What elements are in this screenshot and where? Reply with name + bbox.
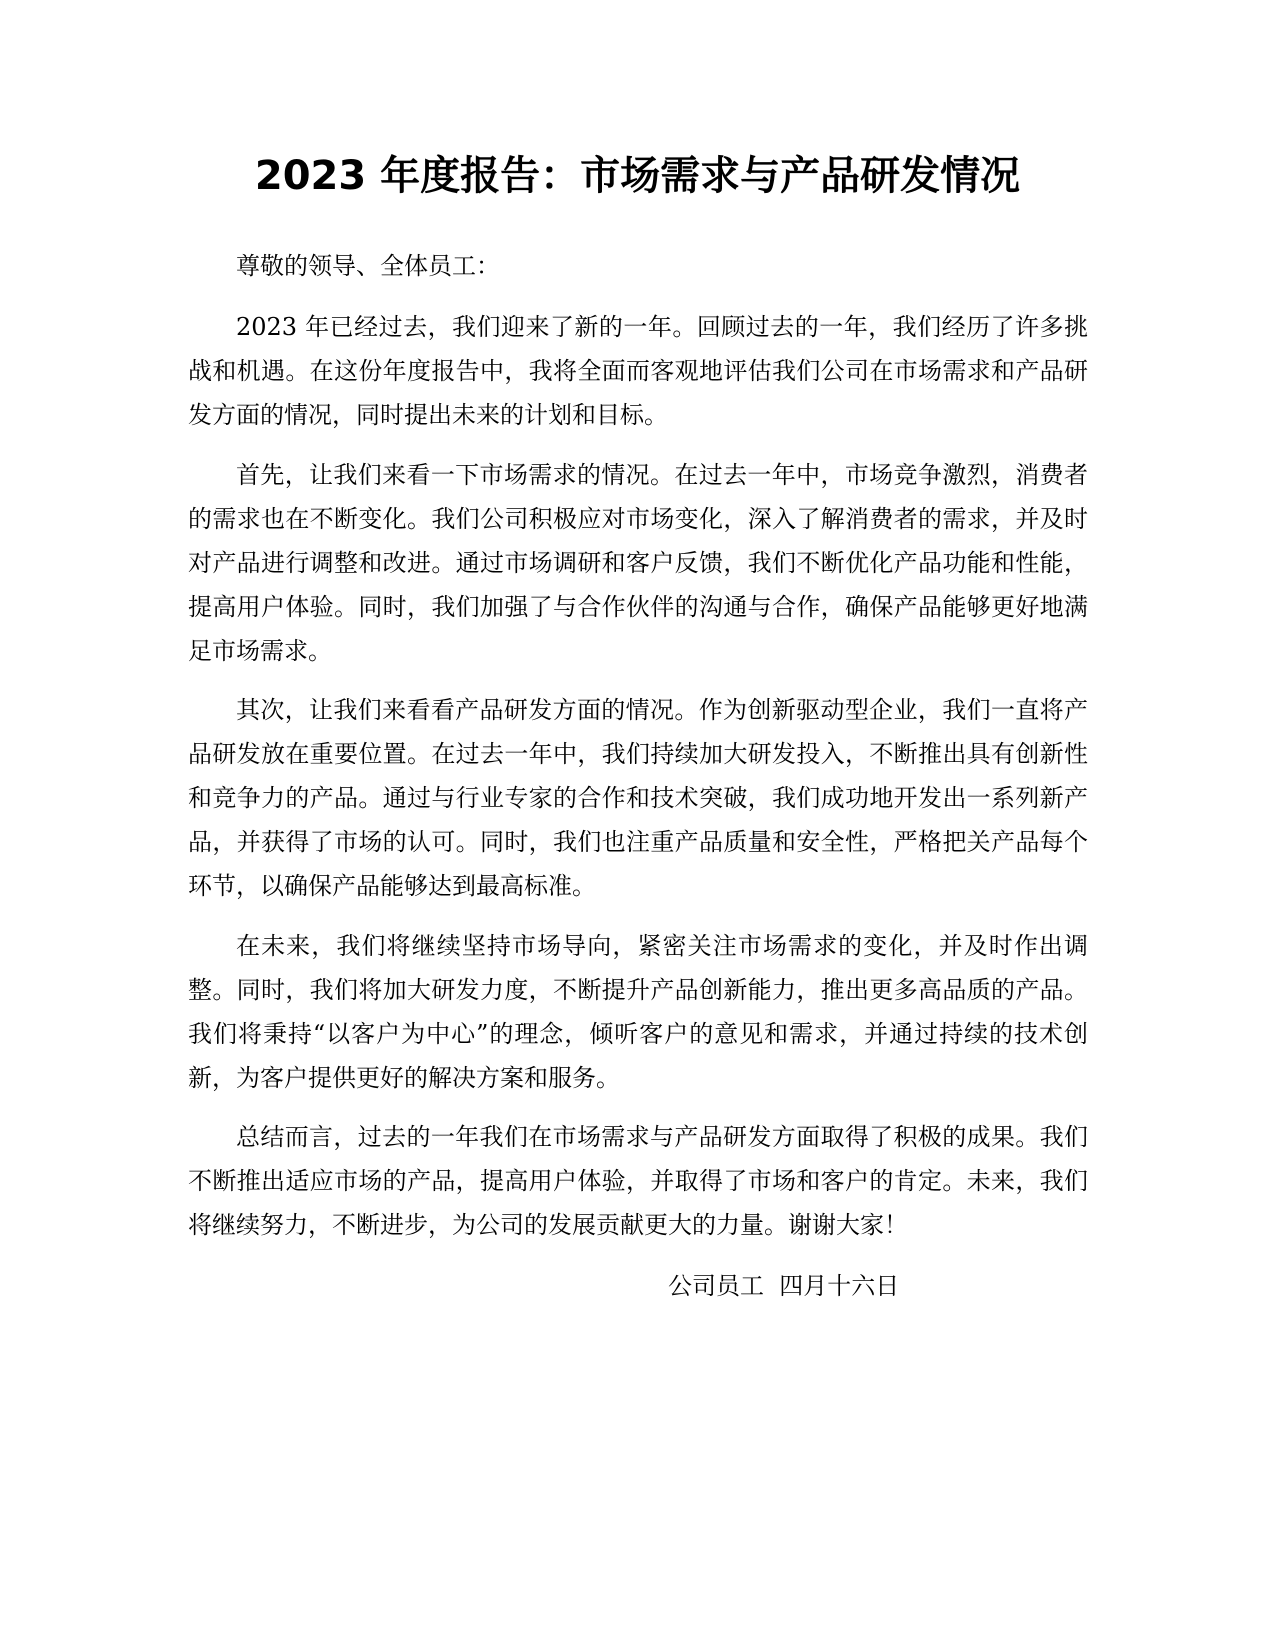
- document-title: 2023 年度报告：市场需求与产品研发情况: [254, 153, 1021, 199]
- signature-line: 公司员工 四月十六日: [668, 1272, 900, 1300]
- paragraph-market-demand: 首先，让我们来看一下市场需求的情况。在过去一年中，市场竞争激烈，消费者的需求也在不断变化。我们公司积极应对市场变化，深入了解消费者的需求，并及时对产品进行调整和改进。通过市场调研和客户反馈，我们不断优化产品功能和性能，提高用户体验。同时，我们加强了与合作伙伴的沟通与合作，确保产品能够更好地满足市场需求。: [188, 461, 1088, 665]
- paragraph-summary: 总结而言，过去的一年我们在市场需求与产品研发方面取得了积极的成果。我们不断推出适应市场的产品，提高用户体验，并取得了市场和客户的肯定。未来，我们将继续努力，不断进步，为公司的发展贡献更大的力量。谢谢大家！: [188, 1123, 1088, 1239]
- paragraph-future-plans: 在未来，我们将继续坚持市场导向，紧密关注市场需求的变化，并及时作出调整。同时，我们将加大研发力度，不断提升产品创新能力，推出更多高品质的产品。我们将秉持“以客户为中心”的理念，倾听客户的意见和需求，并通过持续的技术创新，为客户提供更好的解决方案和服务。: [188, 932, 1088, 1092]
- paragraph-intro: 2023 年已经过去，我们迎来了新的一年。回顾过去的一年，我们经历了许多挑战和机遇。在这份年度报告中，我将全面而客观地评估我们公司在市场需求和产品研发方面的情况，同时提出未来的计划和目标。: [188, 313, 1088, 429]
- paragraph-product-rd: 其次，让我们来看看产品研发方面的情况。作为创新驱动型企业，我们一直将产品研发放在重要位置。在过去一年中，我们持续加大研发投入，不断推出具有创新性和竞争力的产品。通过与行业专家的合作和技术突破，我们成功地开发出一系列新产品，并获得了市场的认可。同时，我们也注重产品质量和安全性，严格把关产品每个环节，以确保产品能够达到最高标准。: [188, 696, 1088, 900]
- salutation: 尊敬的领导、全体员工：: [236, 252, 500, 280]
